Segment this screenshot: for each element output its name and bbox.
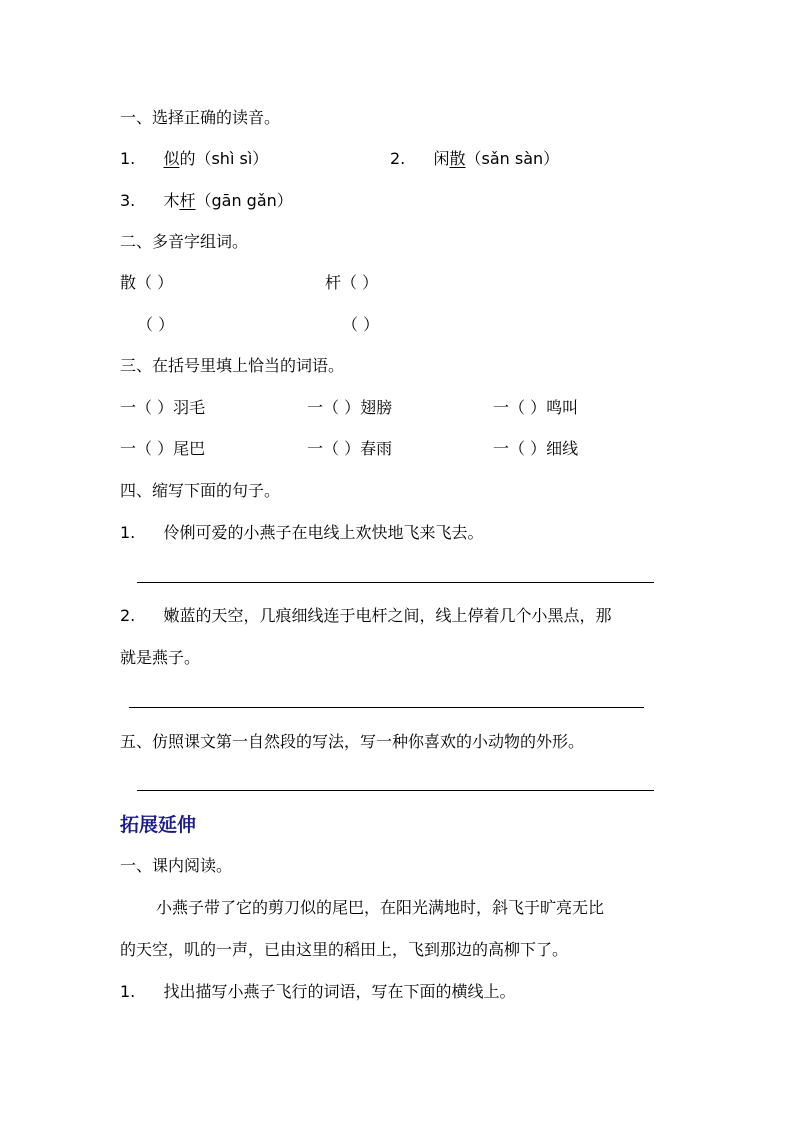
- question-number: 2.: [120, 606, 136, 625]
- fill-blank-item[interactable]: 一（ ）翅膀: [307, 398, 393, 417]
- fill-blank-item[interactable]: 一（ ）春雨: [307, 439, 393, 458]
- polyphone-blank[interactable]: （ ）: [137, 315, 175, 334]
- reading-q1: [120, 982, 515, 1002]
- question-text: 伶俐可爱的小燕子在电线上欢快地飞来飞去。: [163, 523, 484, 542]
- reading-paragraph-line1: 小燕子带了它的剪刀似的尾巴，在阳光满地时，斜飞于旷亮无比: [156, 898, 605, 917]
- target-character: 散: [449, 149, 466, 168]
- section5-title: 五、仿照课文第一自然段的写法，写一种你喜欢的小动物的外形。: [120, 732, 585, 751]
- section4-q2-line1: [120, 606, 611, 626]
- polyphone-blank[interactable]: （ ）: [342, 315, 380, 334]
- question-text: 找出描写小燕子飞行的词语，写在下面的横线上。: [163, 982, 516, 1001]
- polyphone-blank[interactable]: 散（ ）: [120, 273, 174, 292]
- section1-title: 一、选择正确的读音。: [120, 108, 281, 127]
- section1-q2: 2. 闲散（sǎn sàn）: [390, 149, 560, 168]
- section2-title: 二、多音字组词。: [120, 232, 249, 251]
- section4-q2-line2: 就是燕子。: [120, 648, 201, 667]
- section3-title: 三、在括号里填上恰当的词语。: [120, 356, 345, 375]
- section4-q1: [120, 523, 483, 543]
- answer-line[interactable]: [137, 582, 654, 583]
- question-number: 2.: [390, 149, 406, 168]
- fill-blank-item[interactable]: 一（ ）细线: [493, 439, 579, 458]
- question-number: 1.: [120, 149, 136, 168]
- target-character: 似: [163, 149, 180, 168]
- reading-title: 一、课内阅读。: [120, 856, 233, 875]
- question-number: 1.: [120, 523, 136, 542]
- section1-q1: 1. 似的（shì sì）: [120, 149, 269, 168]
- reading-paragraph-line2: 的天空，叽的一声，已由这里的稻田上，飞到那边的高柳下了。: [120, 940, 569, 959]
- question-text: 嫩蓝的天空，几痕细线连于电杆之间，线上停着几个小黑点，那: [163, 606, 612, 625]
- answer-line[interactable]: [137, 790, 654, 791]
- question-number: 3.: [120, 191, 136, 210]
- fill-blank-item[interactable]: 一（ ）羽毛: [120, 398, 206, 417]
- question-number: 1.: [120, 982, 136, 1001]
- target-character: 杆: [179, 191, 196, 210]
- fill-blank-item[interactable]: 一（ ）鸣叫: [493, 398, 579, 417]
- section1-q3: 3. 木杆（gān gǎn）: [120, 191, 293, 210]
- polyphone-blank[interactable]: 杆（ ）: [325, 273, 379, 292]
- extension-heading: 拓展延伸: [120, 814, 197, 836]
- fill-blank-item[interactable]: 一（ ）尾巴: [120, 439, 206, 458]
- answer-line[interactable]: [129, 707, 644, 708]
- section4-title: 四、缩写下面的句子。: [120, 481, 281, 500]
